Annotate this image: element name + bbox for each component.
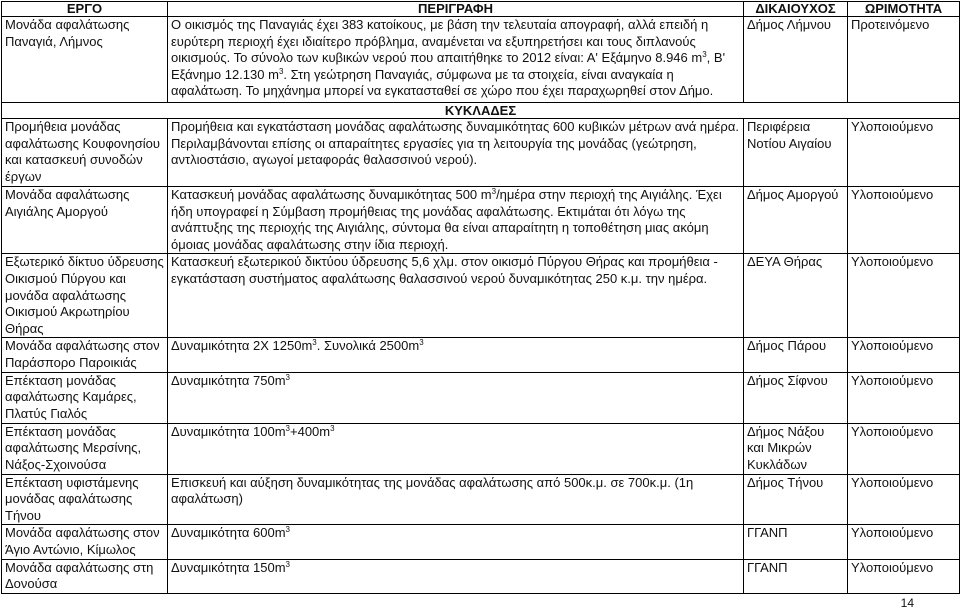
table-row: [2, 474, 960, 525]
beneficiary-cell: Δήμος Πάρου: [744, 338, 848, 372]
description-cell: [168, 423, 744, 474]
description-cell: [168, 372, 744, 423]
description-cell: [168, 559, 744, 593]
project-cell: Μονάδα αφαλάτωσης στον Άγιο Αντώνιο, Κίμωλος: [2, 525, 168, 559]
description-text: Κατασκευή μονάδας αφαλάτωσης δυναμικότητας 500 m: [171, 187, 492, 202]
description-cell: [168, 187, 744, 254]
description-cell: Επισκευή και αύξηση δυναμικότητας της μονάδας αφαλάτωσης από 500κ.μ. σε 700κ.μ. (1η αφαλάτωση): [168, 474, 744, 525]
project-cell: Μονάδα αφαλάτωσης Αιγιάλης Αμοργού: [2, 187, 168, 254]
project-cell: Επέκταση υφιστάμενης μονάδας αφαλάτωσης Τήνου: [2, 474, 168, 525]
maturity-cell: Υλοποιούμενο: [848, 254, 960, 338]
description-text: . Στη γεώτρηση Παναγιάς, σύμφωνα με τα στοιχεία, είναι αναγκαία η αφαλάτωση. Το μηχάνημα μπορεί να εγκατασταθεί σε χώρο που έχει παραχωρηθεί στον Δήμο.: [171, 66, 714, 99]
maturity-cell: Υλοποιούμενο: [848, 559, 960, 593]
maturity-cell: Υλοποιούμενο: [848, 119, 960, 187]
beneficiary-cell: Δήμος Λήμνου: [744, 17, 848, 103]
maturity-cell: Υλοποιούμενο: [848, 474, 960, 525]
description-text: Δυναμικότητα 100m: [171, 423, 286, 439]
header-project: ΕΡΓΟ: [2, 2, 168, 17]
maturity-cell: Υλοποιούμενο: [848, 187, 960, 254]
header-maturity: ΩΡΙΜΟΤΗΤΑ: [848, 2, 960, 17]
description-cell: [168, 338, 744, 372]
description-cell: [168, 17, 744, 103]
project-cell: Επέκταση μονάδας αφαλάτωσης Καμάρες, Πλατύς Γιαλός: [2, 372, 168, 423]
description-text: Δυναμικότητα 2Χ 1250m: [171, 338, 313, 354]
maturity-cell: Υλοποιούμενο: [848, 423, 960, 474]
maturity-cell: Προτεινόμενο: [848, 17, 960, 103]
beneficiary-cell: Περιφέρεια Νοτίου Αιγαίου: [744, 119, 848, 187]
superscript: 3: [419, 338, 424, 348]
table-row: [2, 119, 960, 187]
header-beneficiary: ΔΙΚΑΙΟΥΧΟΣ: [744, 2, 848, 17]
superscript: 3: [285, 372, 290, 382]
description-text: Δυναμικότητα 750m: [171, 372, 286, 388]
section-row: [2, 103, 960, 119]
beneficiary-cell: Δήμος Σίφνου: [744, 372, 848, 423]
beneficiary-cell: ΓΓΑΝΠ: [744, 559, 848, 593]
description-text: . Συνολικά 2500m: [316, 338, 420, 354]
project-cell: Προμήθεια μονάδας αφαλάτωσης Κουφονησίου και κατασκευή συνοδών έργων: [2, 119, 168, 187]
superscript: 3: [330, 423, 335, 433]
description-text: Δυναμικότητα 600m: [171, 525, 286, 541]
page-number: 14: [900, 596, 914, 610]
superscript: 3: [312, 338, 317, 348]
table-row: [2, 559, 960, 593]
description-cell: Κατασκευή εξωτερικού δικτύου ύδρευσης 5,6 χλμ. στον οικισμό Πύργου Θήρας και προμήθεια - εγκατάσταση συστήματος αφαλάτωσης θαλασσινού νερού δυναμικότητας 250 κ.μ. την ημέρα.: [168, 254, 744, 338]
table-row: [2, 338, 960, 372]
superscript: 3: [285, 423, 290, 433]
header-row: [2, 2, 960, 17]
project-cell: Μονάδα αφαλάτωσης Παναγιά, Λήμνος: [2, 17, 168, 103]
description-cell: Προμήθεια και εγκατάσταση μονάδας αφαλάτωσης δυναμικότητας 600 κυβικών μέτρων ανά ημέρα. Περιλαμβάνονται επίσης οι απαραίτητες εργασίες για τη λειτουργία της μονάδας (γεώτρηση, αντλιοστάσιο, αγωγοί μεταφοράς θαλασσινού νερού).: [168, 119, 744, 187]
project-cell: Μονάδα αφαλάτωσης στη Δονούσα: [2, 559, 168, 593]
section-label: ΚΥΚΛΑΔΕΣ: [2, 103, 960, 119]
maturity-cell: Υλοποιούμενο: [848, 525, 960, 559]
maturity-cell: Υλοποιούμενο: [848, 372, 960, 423]
table-row: [2, 423, 960, 474]
superscript: 3: [285, 525, 290, 535]
table-row: [2, 254, 960, 338]
beneficiary-cell: ΔΕΥΑ Θήρας: [744, 254, 848, 338]
beneficiary-cell: ΓΓΑΝΠ: [744, 525, 848, 559]
table-row: [2, 17, 960, 103]
beneficiary-cell: Δήμος Αμοργού: [744, 187, 848, 254]
project-cell: Μονάδα αφαλάτωσης στον Παράσπορο Παροικιάς: [2, 338, 168, 372]
maturity-cell: Υλοποιούμενο: [848, 338, 960, 372]
superscript: 3: [702, 50, 707, 60]
table-row: [2, 525, 960, 559]
table-row: [2, 372, 960, 423]
beneficiary-cell: Δήμος Νάξου και Μικρών Κυκλάδων: [744, 423, 848, 474]
description-text: Δυναμικότητα 150m: [171, 559, 286, 575]
beneficiary-cell: Δήμος Τήνου: [744, 474, 848, 525]
description-text: Ο οικισμός της Παναγιάς έχει 383 κατοίκους, με βάση την τελευταία απογραφή, αλλά επειδή η ευρύτερη περιοχή έχει ιδιαίτερο πρόβλημα, αναμένεται να εξυπηρετήσει και τους διπλανούς οικισμούς. Το σύνολο των κυβικών νερού που απαιτήθηκε το 2012 είναι: Α' Εξάμηνο 8.946 m: [171, 17, 709, 66]
superscript: 3: [278, 66, 284, 76]
description-text: /ημέρα στην περιοχή της Αιγιάλης. Έχει ήδη υπογραφεί η Σύμβαση προμήθειας της μονάδας αφαλάτωσης. Εκτιμάται ότι λόγω της ανάπτυξης της περιοχής της Αιγιάλης, σύντομα θα είναι απαραίτητη η τοποθέτηση μιας ακόμη όμοιας μονάδας αφαλάτωσης στην ίδια περιοχή.: [171, 187, 722, 252]
description-text: +400m: [290, 423, 331, 439]
superscript: 3: [285, 559, 290, 569]
superscript: 3: [491, 187, 497, 196]
header-description: ΠΕΡΙΓΡΑΦΗ: [168, 2, 744, 17]
table-row: [2, 187, 960, 254]
description-text: , Β' Εξάνημο 12.130 m: [171, 50, 726, 82]
projects-table: [1, 1, 960, 594]
project-cell: Επέκταση μονάδας αφαλάτωσης Μερσίνης, Νάξος-Σχοινούσα: [2, 423, 168, 474]
description-cell: [168, 525, 744, 559]
project-cell: Εξωτερικό δίκτυο ύδρευσης Οικισμού Πύργου και μονάδα αφαλάτωσης Οικισμού Ακρωτηρίου Θήρας: [2, 254, 168, 338]
